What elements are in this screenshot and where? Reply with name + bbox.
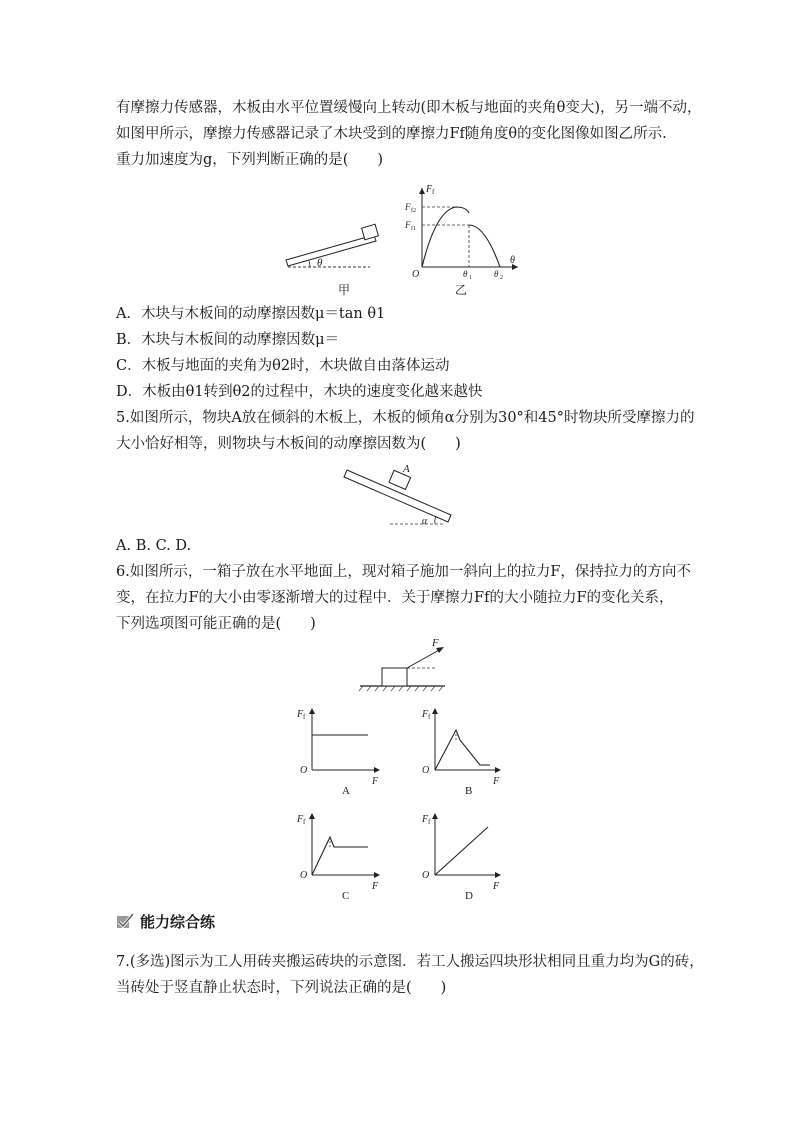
q5-incline-figure [335, 458, 465, 530]
svg-text:F: F [422, 814, 429, 825]
q5-options: A. B. C. D. [116, 538, 192, 554]
svg-text:f1: f1 [411, 226, 416, 232]
theta-label: θ [317, 257, 323, 269]
friction-angle-graph [404, 184, 518, 297]
svg-text:f: f [432, 188, 435, 196]
incline-board-diagram [286, 224, 378, 297]
q7-line-2: 当砖处于竖直静止状态时，下列说法正确的是( ) [116, 980, 447, 996]
q5-line-2: 大小恰好相等，则物块与木板间的动摩擦因数为( ) [116, 436, 461, 452]
q7-line-1: 7.(多选)图示为工人用砖夹搬运砖块的示意图．若工人搬运四块形状相同且重力均为G的砖， [116, 954, 704, 970]
svg-text:F: F [372, 881, 379, 892]
graph-c [296, 813, 380, 902]
graph-d [421, 813, 501, 902]
q4-option-d: D．木板由θ1转到θ2的过程中，木块的速度变化越来越快 [116, 384, 483, 400]
checkbox-check-icon [116, 912, 134, 930]
axis-theta-label: θ [510, 255, 515, 266]
q6-line-1: 6.如图所示，一箱子放在水平地面上，现对箱子施加一斜向上的拉力F，保持拉力的方向不 [116, 564, 691, 580]
svg-text:F: F [422, 709, 429, 720]
svg-text:F: F [297, 814, 304, 825]
graph-c-label: C [342, 890, 350, 902]
section-title: 能力综合练 [140, 912, 216, 931]
graph-a-label: A [342, 785, 350, 797]
svg-text:O: O [422, 870, 430, 881]
section-heading [116, 910, 215, 932]
q6-graph-options [290, 700, 520, 910]
alpha-label: α [422, 516, 428, 527]
q4-line-1: 有摩擦力传感器，木板由水平位置缓慢向上转动(即木板与地面的夹角θ变大)，另一端不动， [116, 100, 702, 116]
svg-text:f: f [303, 713, 306, 721]
svg-text:F: F [493, 776, 500, 787]
svg-text:F: F [372, 776, 379, 787]
svg-text:2: 2 [500, 275, 503, 281]
svg-text:F: F [297, 709, 304, 720]
q5-line-1: 5.如图所示，物块A放在倾斜的木板上，木板的倾角α分别为30°和45°时物块所受摩擦力的 [116, 410, 695, 426]
q4-line-2: 如图甲所示，摩擦力传感器记录了木块受到的摩擦力Ff随角度θ的变化图像如图乙所示. [116, 126, 667, 142]
q4-line-3: 重力加速度为g，下列判断正确的是( ) [116, 152, 384, 168]
svg-text:O: O [422, 765, 430, 776]
q4-option-b: B．木块与木板间的动摩擦因数μ＝ [116, 332, 340, 348]
svg-text:O: O [300, 765, 308, 776]
graph-b [421, 708, 501, 797]
svg-text:f2: f2 [411, 208, 416, 214]
svg-text:θ: θ [463, 269, 468, 279]
svg-text:O: O [300, 870, 308, 881]
q4-option-a: A．木块与木板间的动摩擦因数μ＝tan θ1 [116, 306, 386, 322]
svg-text:F: F [405, 220, 411, 230]
graph-b-label: B [465, 785, 473, 797]
svg-text:f: f [428, 818, 431, 826]
svg-text:1: 1 [469, 275, 472, 281]
graph-d-label: D [465, 890, 473, 902]
label-jia: 甲 [338, 283, 351, 297]
q4-option-c: C．木板与地面的夹角为θ2时，木块做自由落体运动 [116, 358, 450, 374]
svg-text:f: f [303, 818, 306, 826]
svg-text:F: F [493, 881, 500, 892]
origin-label: O [412, 269, 420, 280]
block-a-label: A [403, 463, 410, 475]
q4-figure [270, 180, 530, 300]
force-f-label: F [432, 637, 439, 649]
label-yi: 乙 [455, 283, 468, 297]
axis-ff-label: F [426, 184, 433, 195]
svg-text:F: F [405, 202, 411, 212]
q6-line-3: 下列选项图可能正确的是( ) [116, 616, 316, 632]
q6-box-figure [355, 636, 455, 692]
q6-line-2: 变，在拉力F的大小由零逐渐增大的过程中．关于摩擦力Ff的大小随拉力F的变化关系， [116, 590, 674, 606]
graph-a [296, 708, 380, 797]
svg-text:θ: θ [494, 269, 499, 279]
svg-text:f: f [428, 713, 431, 721]
